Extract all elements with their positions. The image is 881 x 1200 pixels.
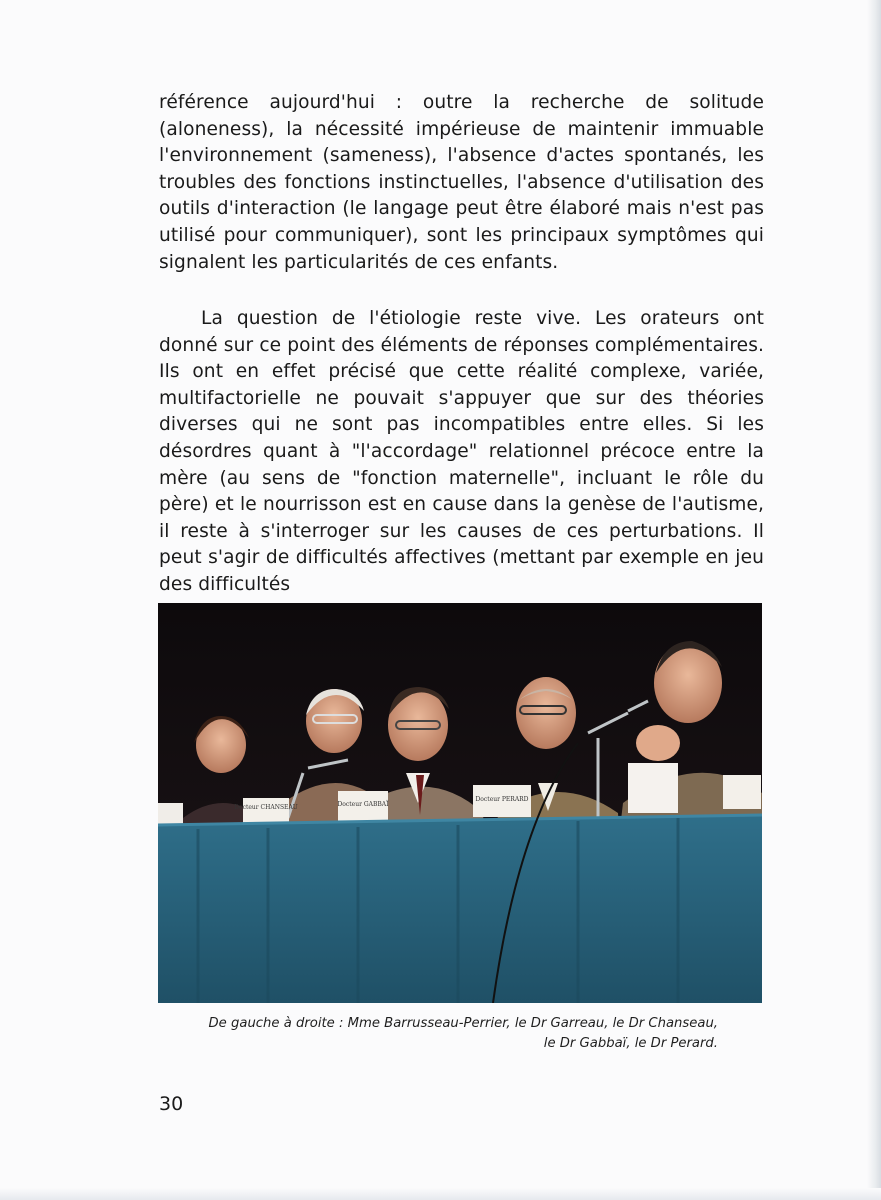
body-paragraph-1: référence aujourd'hui : outre la recherche de solitude (aloneness), la nécessité impérieuse de maintenir immuable l'environnement (sameness), l'absence d'actes spontanés, les troubles des fonctions instinctuelles, l'absence d'utilisation des outils d'interaction (le langage peut être élaboré mais n'est pas utilisé pour communiquer), sont les principaux symptômes qui signalent les particularités de ces enfants. <box>159 92 764 273</box>
page-number: 30 <box>159 1093 184 1115</box>
conference-panel-photo <box>158 603 762 1003</box>
page-edge-bottom <box>0 1188 881 1200</box>
table-cloth <box>158 815 762 1003</box>
photo-caption <box>158 1014 718 1054</box>
name-card-chanseau-label: Docteur CHANSEAU <box>234 804 298 811</box>
caption-line-1: De gauche à droite : Mme Barrusseau-Perrier, le Dr Garreau, le Dr Chanseau, <box>208 1016 718 1031</box>
body-paragraph-2: La question de l'étiologie reste vive. Les orateurs ont donné sur ce point des éléments de réponses complémentaires. Ils ont en effet précisé que cette réalité complexe, variée, multifactorielle ne pouvait s'appuyer que sur des théories diverses qui ne sont pas incompatibles entre elles. Si les désordres quant à "l'accordage" relationnel précoce entre la mère (au sens de "fonction maternelle", incluant le rôle du père) et le nourrisson est en cause dans la genèse de l'autisme, il reste à s'interroger sur les causes de ces perturbations. Il peut s'agir de difficultés affectives (mettant par exemple en jeu des difficultés <box>159 308 764 595</box>
page-edge-right <box>867 0 881 1200</box>
name-card-perard-label: Docteur PERARD <box>475 796 529 803</box>
name-card-gabbai-label: Docteur GABBAÏ <box>337 801 389 808</box>
caption-line-2: le Dr Gabbaï, le Dr Perard. <box>543 1036 718 1051</box>
